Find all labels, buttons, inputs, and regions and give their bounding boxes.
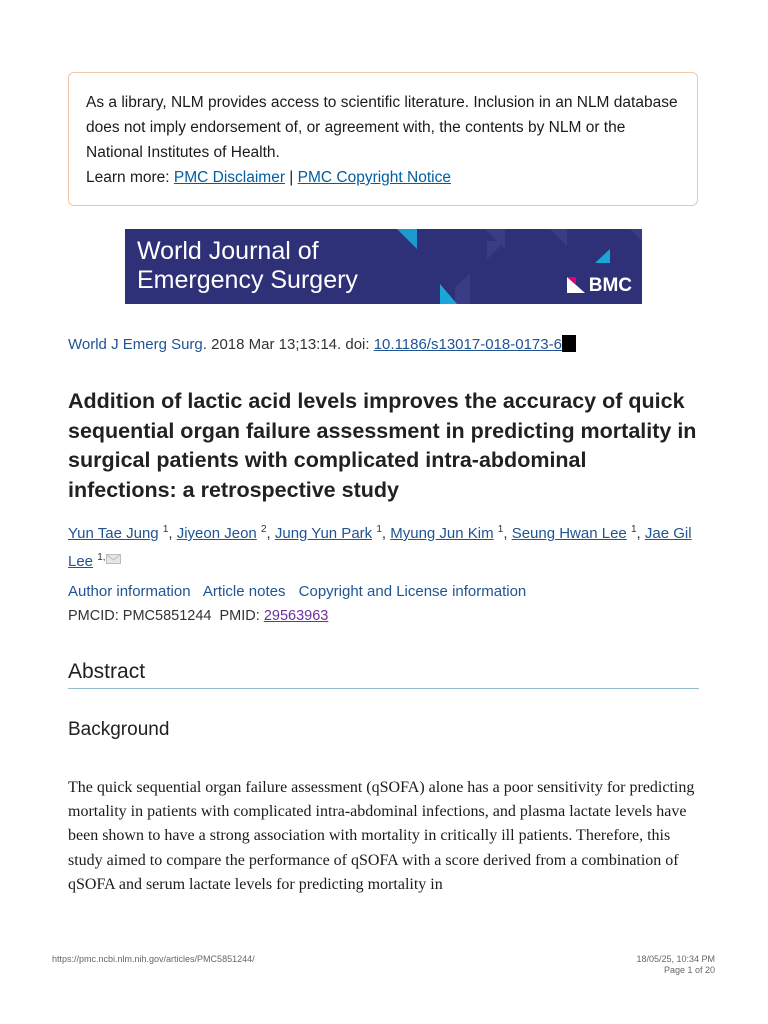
author-link[interactable]: Jae Gil Lee	[68, 525, 692, 570]
article-title: Addition of lactic acid levels improves the accuracy of quick sequential organ failure assessment in predicting mortality in surgical patients with complicated intra-abdominal infections: a retrospective study	[68, 389, 697, 502]
author-list: Yun Tae Jung $^1$, Jiyeon Jeon $^2$, Jung Yun Park $^1$, Myung Jun Kim $^1$, Seung Hwan Lee $^1$, Jae Gil Lee $^{1,}$	[68, 524, 692, 570]
author-information-toggle[interactable]: Author information	[68, 583, 191, 600]
author-link[interactable]: Myung Jun Kim	[390, 525, 494, 542]
bmc-mark-icon	[567, 277, 585, 293]
notice-text: As a library, NLM provides access to scientific literature. Inclusion in an NLM database does not imply endorsement of, or agreement with, the contents by NLM or the National Institutes of Health.	[86, 94, 678, 161]
author-link[interactable]: Seung Hwan Lee	[511, 525, 627, 542]
journal-banner[interactable]	[125, 229, 642, 304]
author-affiliation: 1,	[97, 552, 106, 563]
doi-link[interactable]: 10.1186/s13017-018-0173-6	[373, 336, 562, 353]
pmc-copyright-link[interactable]: PMC Copyright Notice	[297, 169, 451, 186]
pmcid-label: PMCID: PMC5851244	[68, 608, 212, 624]
author-affiliation: 1	[497, 524, 504, 535]
author-link[interactable]: Yun Tae Jung	[68, 525, 159, 542]
banner-title	[137, 237, 358, 295]
author-affiliation: 1	[162, 524, 169, 535]
citation-details: . 2018 Mar 13;13:14. doi:	[202, 336, 374, 353]
link-separator: |	[289, 169, 294, 186]
author-affiliation: 1	[630, 524, 637, 535]
author-link[interactable]: Jung Yun Park	[274, 525, 373, 542]
envelope-icon[interactable]	[106, 554, 121, 564]
journal-link[interactable]: World J Emerg Surg	[68, 336, 203, 353]
background-paragraph: The quick sequential organ failure assessment (qSOFA) alone has a poor sensitivity for predicting mortality in patients with complicated intra-abdominal infections, and plasma lactate levels have been shown to have a strong association with mortality in critically ill patients. Therefore, this study aimed to compare the performance of qSOFA with a score derived from a combination of qSOFA and serum lactate levels for predicting mortality in	[68, 779, 695, 893]
copyright-license-toggle[interactable]: Copyright and License information	[298, 583, 527, 600]
article-ids	[68, 608, 328, 624]
banner-title-line1: World Journal of	[137, 237, 319, 265]
citation-line	[68, 335, 576, 353]
footer-page: Page 1 of 20	[663, 965, 715, 975]
article-info-links	[68, 583, 535, 600]
bmc-text: BMC	[588, 275, 632, 296]
bmc-logo	[567, 275, 632, 297]
nlm-notice-box	[68, 72, 698, 206]
footer-url: https://pmc.ncbi.nlm.nih.gov/articles/PMC5851244/	[52, 954, 255, 964]
learn-more-label: Learn more:	[86, 169, 170, 186]
background-heading: Background	[68, 719, 170, 740]
author-link[interactable]: Jiyeon Jeon	[176, 525, 257, 542]
footer-datetime: 18/05/25, 10:34 PM	[636, 954, 715, 964]
abstract-divider	[68, 688, 699, 689]
article-notes-toggle[interactable]: Article notes	[202, 583, 286, 600]
pmid-link[interactable]: 29563963	[263, 608, 329, 624]
author-affiliation: 1	[376, 524, 382, 535]
footer-meta	[636, 954, 715, 976]
pmid-label: PMID:	[219, 608, 260, 624]
pmc-disclaimer-link[interactable]: PMC Disclaimer	[173, 169, 285, 186]
author-affiliation: 2	[260, 524, 267, 535]
abstract-heading: Abstract	[68, 660, 146, 683]
redaction-mark	[562, 335, 576, 352]
banner-title-line2: Emergency Surgery	[137, 266, 358, 294]
